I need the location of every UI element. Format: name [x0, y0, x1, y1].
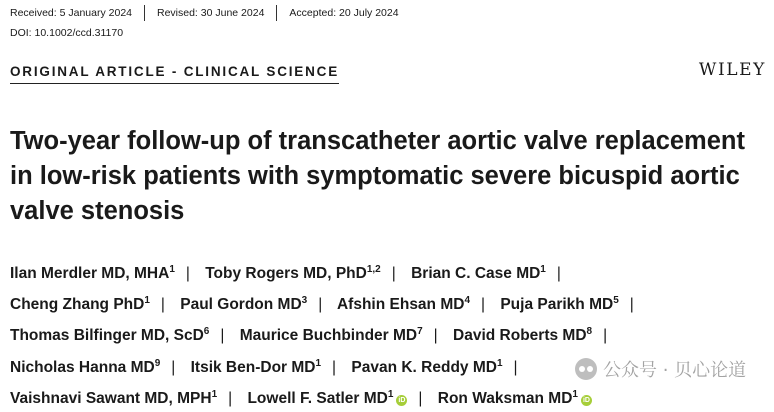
- author-separator: |: [160, 296, 165, 314]
- author-separator: |: [332, 358, 337, 376]
- author[interactable]: Afshin Ehsan $MD^4$: [336, 295, 470, 314]
- author-separator: |: [629, 296, 634, 314]
- author-separator: |: [513, 358, 518, 376]
- author-list: [10, 256, 770, 412]
- author-separator: |: [556, 265, 561, 283]
- wechat-icon: [575, 358, 597, 380]
- author-separator: |: [418, 389, 423, 407]
- author-separator: |: [185, 265, 190, 283]
- author[interactable]: Lowell F. Satler $MD^1iD$: [247, 388, 406, 407]
- author-separator: |: [228, 389, 233, 407]
- author-separator: |: [391, 265, 396, 283]
- article-dates: [10, 5, 411, 21]
- publisher-logo: WILEY: [698, 60, 766, 80]
- author[interactable]: Nicholas Hanna $MD^9$: [10, 357, 161, 376]
- author[interactable]: Cheng Zhang PhD$^1$: [10, 295, 150, 314]
- author[interactable]: Thomas Bilfinger MD, ScD$^6$: [10, 326, 210, 345]
- doi-link[interactable]: DOI: 10.1002/ccd.31170: [10, 27, 124, 39]
- author[interactable]: Pavan K. Reddy $MD^1$: [351, 357, 503, 376]
- accepted-date: Accepted: 20 July 2024: [276, 5, 410, 21]
- author-separator: |: [603, 327, 608, 345]
- author[interactable]: Vaishnavi Sawant MD, MPH$^1$: [10, 388, 218, 407]
- author-separator: |: [220, 327, 225, 345]
- author[interactable]: Puja Parikh $MD^5$: [500, 295, 619, 314]
- watermark-text: 公众号 · 贝心论道: [603, 360, 747, 381]
- author[interactable]: Maurice Buchbinder $MD^7$: [239, 326, 423, 345]
- author[interactable]: Paul Gordon $MD^3$: [180, 295, 308, 314]
- author-separator: |: [171, 358, 176, 376]
- orcid-icon[interactable]: iD: [398, 396, 406, 404]
- section-label: ORIGINAL ARTICLE - CLINICAL SCIENCE: [10, 64, 339, 84]
- orcid-icon[interactable]: iD: [582, 396, 590, 404]
- author[interactable]: David Roberts $MD^8$: [453, 326, 593, 345]
- author[interactable]: Brian C. Case $MD^1$: [411, 264, 546, 283]
- author[interactable]: Itsik Ben-Dor $MD^1$: [190, 357, 322, 376]
- author-separator: |: [433, 327, 438, 345]
- watermark: [575, 356, 746, 382]
- article-title: Two-year follow-up of transcatheter aortic valve replacement in low-risk patients with symptomatic severe bicuspid aortic valve stenosis: [10, 127, 745, 225]
- author[interactable]: Toby Rogers MD, PhD$^{1,2}$: [205, 264, 381, 283]
- author[interactable]: Ilan Merdler MD, MHA$^1$: [10, 264, 175, 283]
- received-date: Received: 5 January 2024: [10, 7, 132, 19]
- author[interactable]: Ron Waksman $MD^1iD$: [437, 388, 590, 407]
- author-separator: |: [481, 296, 486, 314]
- revised-date: Revised: 30 June 2024: [144, 5, 276, 21]
- author-separator: |: [318, 296, 323, 314]
